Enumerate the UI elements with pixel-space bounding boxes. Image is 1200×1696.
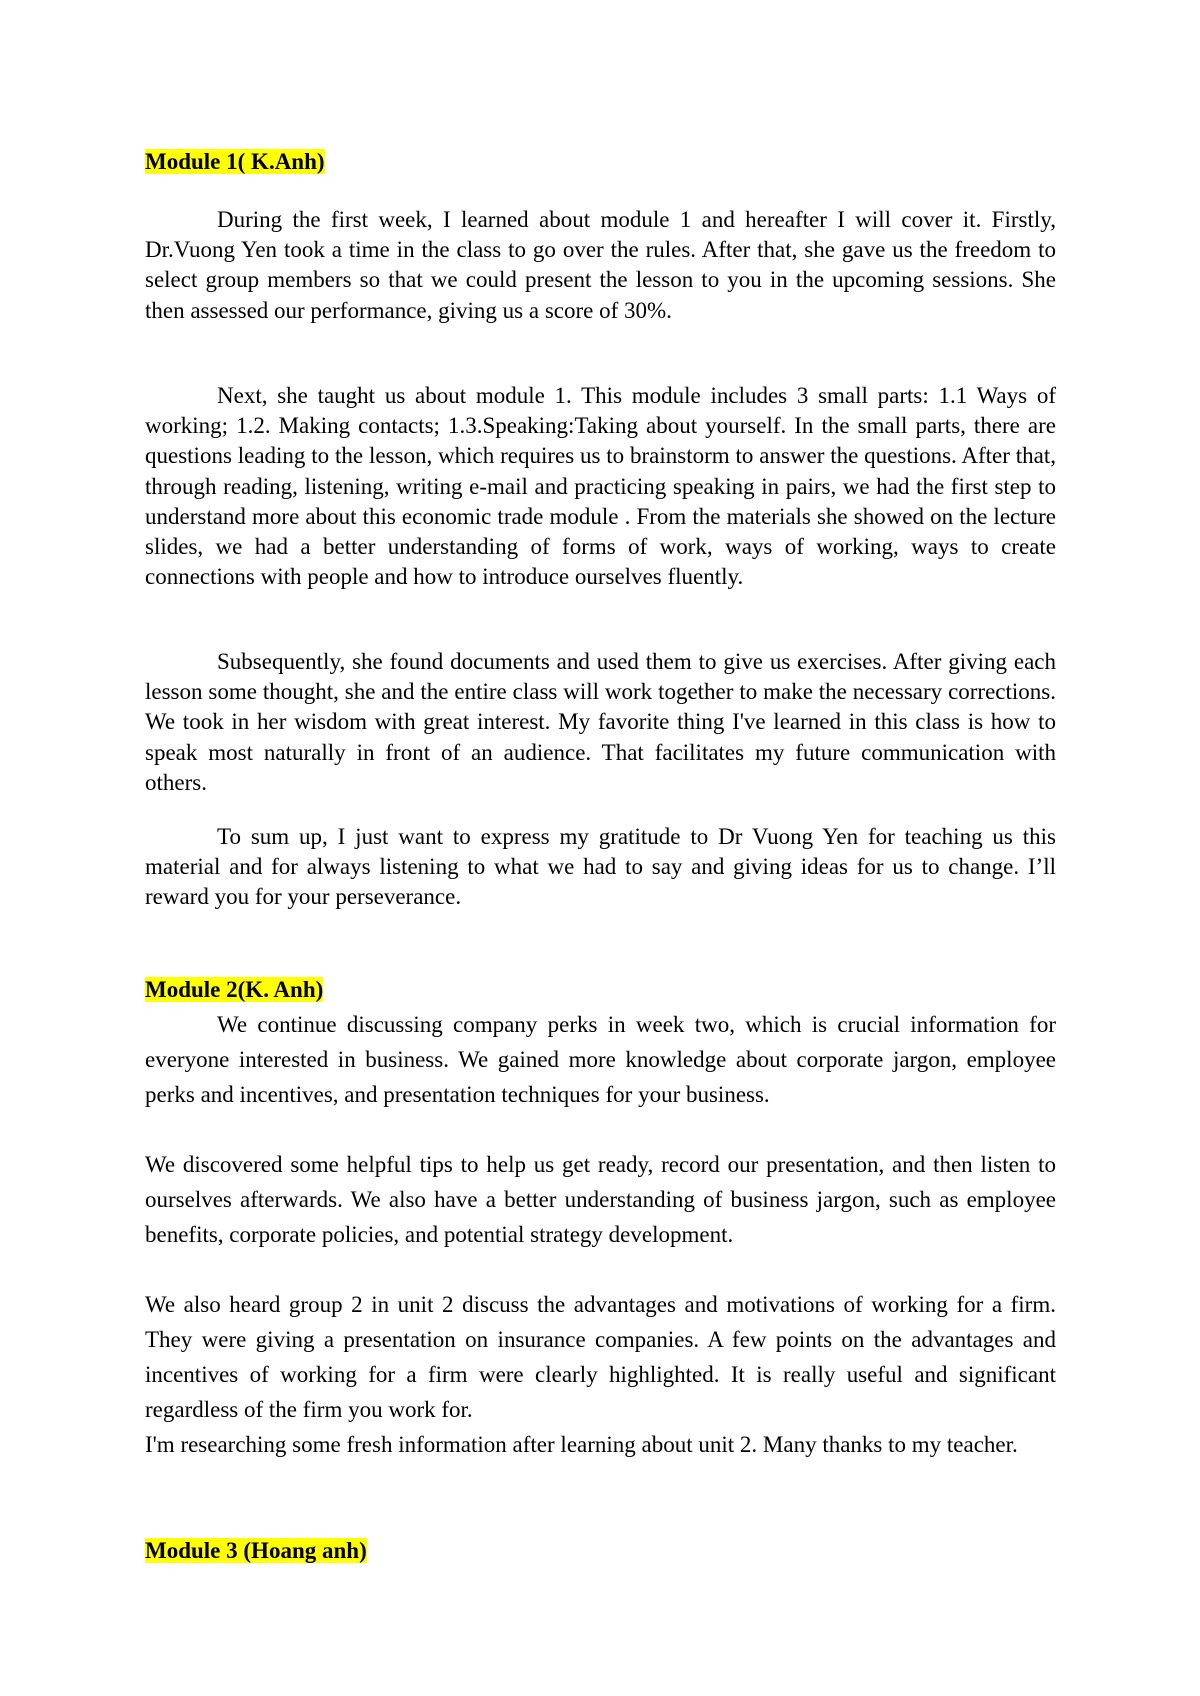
module-2-heading-text: Module 2(K. Anh) <box>145 977 324 1002</box>
module-2-paragraph-2: We discovered some helpful tips to help us get ready, record our presentation, and then listen to ourselves afterwards. We also have a better understanding of business jargon, such as employee benefits, corporate policies, and potential strategy development. <box>145 1152 1056 1247</box>
module-2-heading <box>145 975 323 1005</box>
module-1-paragraph-4: To sum up, I just want to express my gratitude to Dr Vuong Yen for teaching us this material and for always listening to what we had to say and giving ideas for us to change. I’ll reward you for your perseverance. <box>145 824 1056 910</box>
module-3-heading <box>145 1536 367 1566</box>
module-1-paragraph-3: Subsequently, she found documents and used them to give us exercises. After giving each lesson some thought, she and the entire class will work together to make the necessary corrections. We took in her wisdom with great interest. My favorite thing I've learned in this class is how to speak most naturally in front of an audience. That facilitates my future communication with others. <box>145 649 1056 795</box>
module-1-paragraph-2: Next, she taught us about module 1. This module includes 3 small parts: 1.1 Ways of working; 1.2. Making contacts; 1.3.Speaking:Taking about yourself. In the small parts, there are questions leading to the lesson, which requires us to brainstorm to answer the questions. After that, through reading, listening, writing e-mail and practicing speaking in pairs, we had the first step to understand more about this economic trade module . From the materials she showed on the lecture slides, we had a better understanding of forms of work, ways of working, ways to create connections with people and how to introduce ourselves fluently. <box>145 383 1056 590</box>
module-2-paragraph-3: We also heard group 2 in unit 2 discuss the advantages and motivations of working for a firm. They were giving a presentation on insurance companies. A few points on the advantages and incentives of working for a firm were clearly highlighted. It is really useful and significant regardless of the firm you work for. <box>145 1292 1056 1422</box>
module-2-paragraph-1: We continue discussing company perks in week two, which is crucial information for everyone interested in business. We gained more knowledge about corporate jargon, employee perks and incentives, and presentation techniques for your business. <box>145 1012 1056 1107</box>
module-1-heading <box>145 147 325 177</box>
module-1-paragraph-1: During the first week, I learned about module 1 and hereafter I will cover it. Firstly, Dr.Vuong Yen took a time in the class to go over the rules. After that, she gave us the freedom to select group members so that we could present the lesson to you in the upcoming sessions. She then assessed our performance, giving us a score of 30%. <box>145 207 1056 323</box>
module-2-paragraph-4: I'm researching some fresh information after learning about unit 2. Many thanks to my teacher. <box>145 1432 1018 1457</box>
module-1-heading-text: Module 1( K.Anh) <box>145 149 325 174</box>
module-3-heading-text: Module 3 (Hoang anh) <box>145 1538 367 1563</box>
